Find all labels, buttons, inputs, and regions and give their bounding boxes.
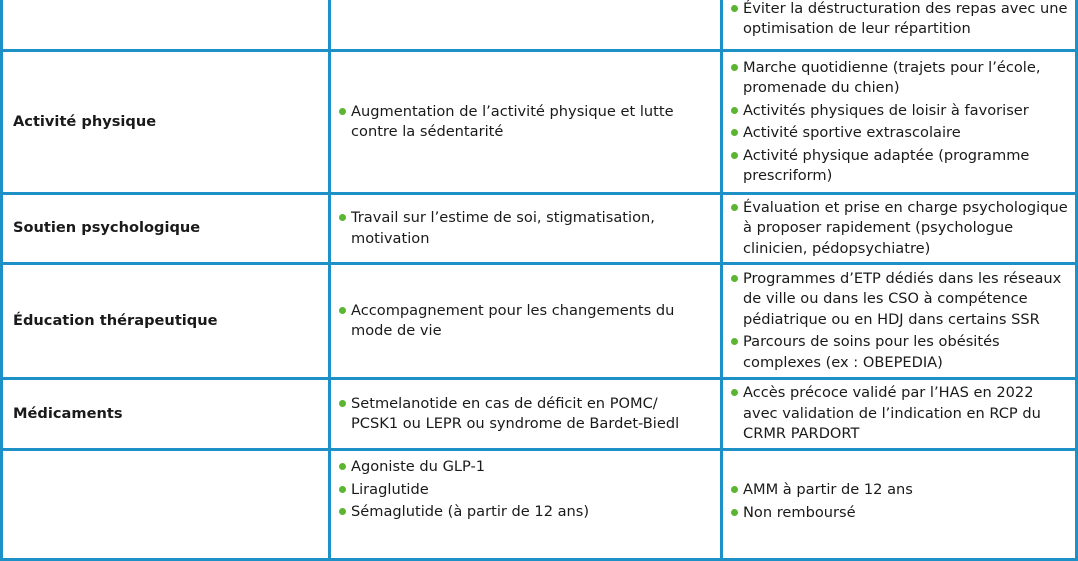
bullet-icon	[731, 389, 738, 396]
bullet-icon	[731, 64, 738, 71]
list-item: AMM à partir de 12 ans	[731, 480, 1069, 501]
bullet-icon	[339, 486, 346, 493]
list-item: Activité physique adaptée (programme prescriform)	[731, 146, 1069, 187]
objectives-cell	[330, 379, 722, 450]
modalities-cell	[722, 450, 1077, 560]
modalities-cell	[722, 264, 1077, 379]
list-item: Activité sportive extrascolaire	[731, 123, 1069, 144]
table-row	[2, 194, 1077, 264]
bullet-icon	[731, 129, 738, 136]
table-row	[2, 450, 1077, 560]
modalities-cell	[722, 0, 1077, 51]
bullet-icon	[731, 509, 738, 516]
row-label: Activité physique	[2, 51, 330, 194]
list-item: Setmelanotide en cas de déficit en POMC/ PCSK1 ou LEPR ou syndrome de Bardet-Biedl	[339, 394, 706, 435]
bullet-icon	[731, 275, 738, 282]
list-item: Accès précoce validé par l’HAS en 2022 avec validation de l’indication en RCP du CRMR PARDORT	[731, 383, 1069, 445]
table-row	[2, 51, 1077, 194]
bullet-icon	[339, 463, 346, 470]
row-label	[2, 0, 330, 51]
bullet-icon	[731, 204, 738, 211]
list-item: Éviter la déstructuration des repas avec une optimisation de leur répartition	[731, 0, 1069, 40]
list-item: Activités physiques de loisir à favoriser	[731, 101, 1069, 122]
list-item: Parcours de soins pour les obésités complexes (ex : OBEPEDIA)	[731, 332, 1069, 373]
modalities-cell	[722, 51, 1077, 194]
bullet-icon	[339, 307, 346, 314]
list-item: Agoniste du GLP-1	[339, 457, 706, 478]
bullet-icon	[339, 214, 346, 221]
list-item: Non remboursé	[731, 503, 1069, 524]
objectives-cell	[330, 450, 722, 560]
objectives-cell	[330, 0, 722, 51]
bullet-icon	[731, 5, 738, 12]
bullet-icon	[339, 508, 346, 515]
bullet-icon	[731, 107, 738, 114]
row-label: Soutien psychologique	[2, 194, 330, 264]
modalities-cell	[722, 194, 1077, 264]
row-label: Médicaments	[2, 379, 330, 450]
list-item: Travail sur l’estime de soi, stigmatisation, motivation	[339, 208, 706, 249]
bullet-icon	[731, 152, 738, 159]
list-item: Augmentation de l’activité physique et lutte contre la sédentarité	[339, 102, 706, 143]
table-row	[2, 379, 1077, 450]
objectives-cell	[330, 51, 722, 194]
objectives-cell	[330, 194, 722, 264]
row-label	[2, 450, 330, 560]
bullet-icon	[339, 108, 346, 115]
objectives-cell	[330, 264, 722, 379]
row-label: Éducation thérapeutique	[2, 264, 330, 379]
table-row	[2, 0, 1077, 51]
bullet-icon	[731, 338, 738, 345]
modalities-cell	[722, 379, 1077, 450]
list-item: Accompagnement pour les changements du mode de vie	[339, 301, 706, 342]
bullet-icon	[731, 486, 738, 493]
bullet-icon	[339, 400, 346, 407]
list-item: Évaluation et prise en charge psychologique à proposer rapidement (psychologue clinicien, pédopsychiatre)	[731, 198, 1069, 260]
list-item: Programmes d’ETP dédiés dans les réseaux de ville ou dans les CSO à compétence pédiatrique ou en HDJ dans certains SSR	[731, 269, 1069, 331]
list-item: Liraglutide	[339, 480, 706, 501]
list-item: Marche quotidienne (trajets pour l’école, promenade du chien)	[731, 58, 1069, 99]
list-item: Sémaglutide (à partir de 12 ans)	[339, 502, 706, 523]
table-row	[2, 264, 1077, 379]
